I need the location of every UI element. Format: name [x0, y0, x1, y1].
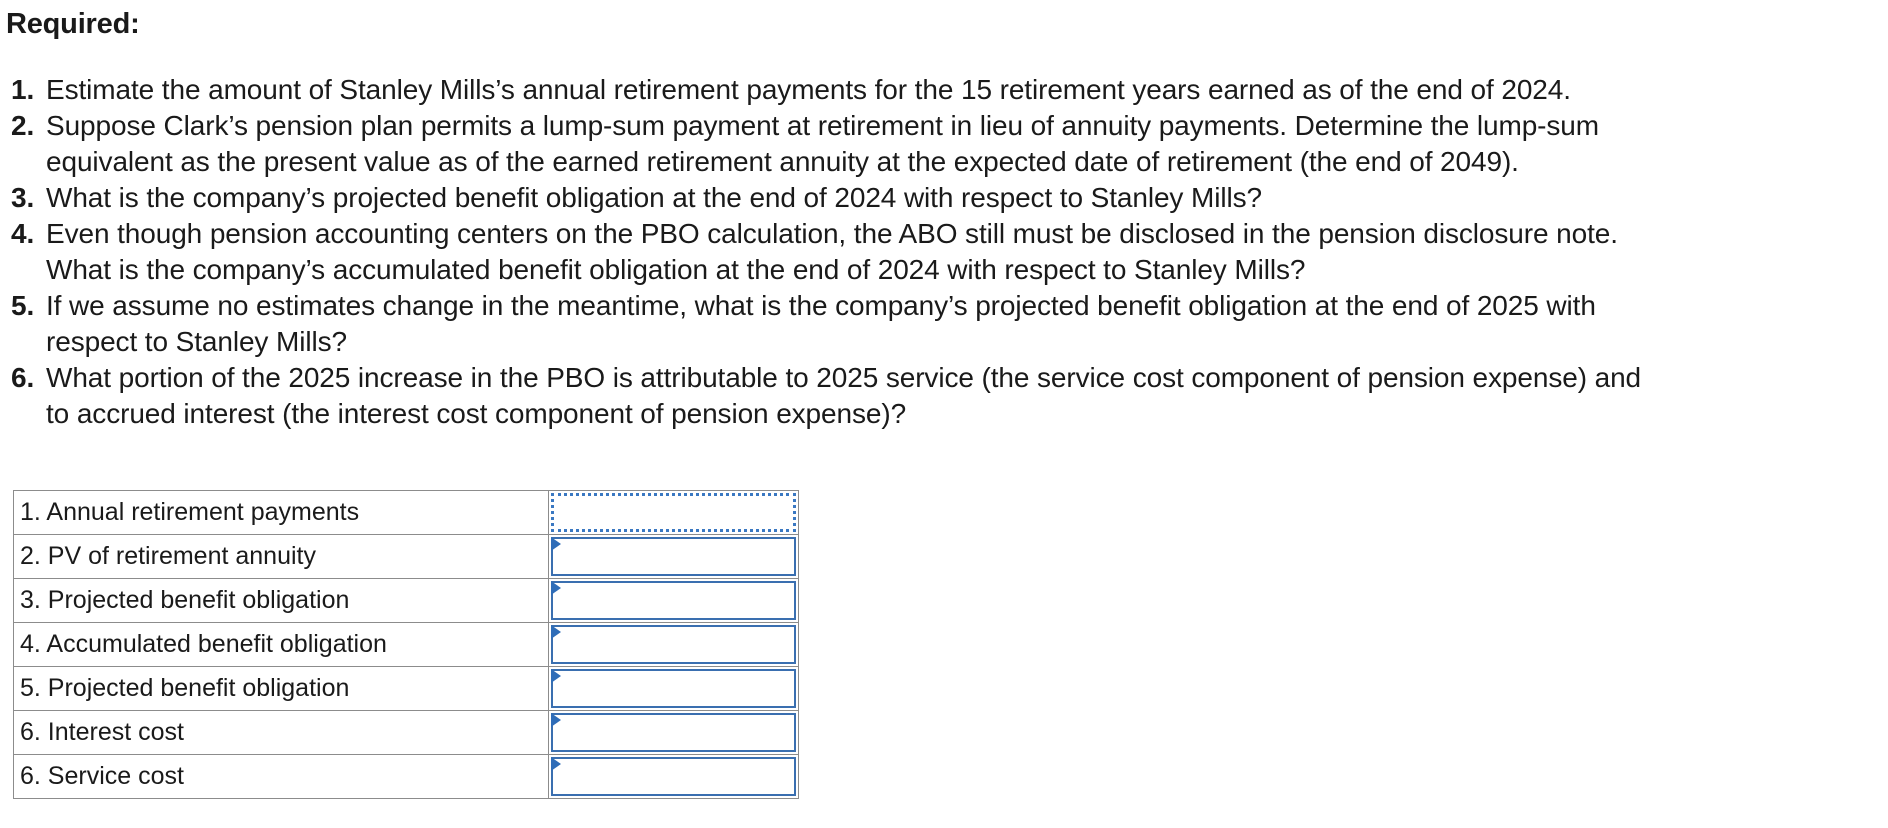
annual-retirement-payments-input[interactable] — [551, 493, 796, 532]
question-text-line: to accrued interest (the interest cost component of pension expense)? — [46, 398, 907, 429]
question-item — [0, 288, 1888, 360]
question-number: 1. — [11, 74, 35, 105]
interest-cost-input[interactable] — [551, 713, 796, 752]
question-text-line: equivalent as the present value as of the earned retirement annuity at the expected date of retirement (the end of 2049). — [46, 146, 1519, 177]
row-label-pv-of-retirement-annuity: 2. PV of retirement annuity — [14, 535, 549, 579]
required-heading: Required: — [6, 8, 140, 40]
answer-cell — [549, 711, 799, 755]
question-number: 5. — [11, 290, 35, 321]
question-text-line: Estimate the amount of Stanley Mills’s annual retirement payments for the 15 retirement years earned as of the end of 2024. — [46, 74, 1571, 105]
table-row — [14, 711, 799, 755]
row-label-annual-retirement-payments: 1. Annual retirement payments — [14, 491, 549, 535]
row-label-projected-benefit-obligation-2025: 5. Projected benefit obligation — [14, 667, 549, 711]
question-text-line: What is the company’s accumulated benefit obligation at the end of 2024 with respect to Stanley Mills? — [46, 254, 1306, 285]
question-number: 2. — [11, 110, 35, 141]
question-number: 3. — [11, 182, 35, 213]
accumulated-benefit-obligation-input[interactable] — [551, 625, 796, 664]
question-text-line: Suppose Clark’s pension plan permits a lump-sum payment at retirement in lieu of annuity payments. Determine the lump-sum — [46, 110, 1600, 141]
row-label-projected-benefit-obligation-2024: 3. Projected benefit obligation — [14, 579, 549, 623]
question-text-line: respect to Stanley Mills? — [46, 326, 347, 357]
table-row — [14, 579, 799, 623]
projected-benefit-obligation-2024-input[interactable] — [551, 581, 796, 620]
answer-cell — [549, 491, 799, 535]
projected-benefit-obligation-2025-input[interactable] — [551, 669, 796, 708]
question-list — [0, 72, 1888, 432]
answer-cell — [549, 535, 799, 579]
answer-cell — [549, 623, 799, 667]
question-item — [0, 216, 1888, 288]
question-number: 6. — [11, 362, 35, 393]
question-item — [0, 360, 1888, 432]
table-row — [14, 535, 799, 579]
row-label-service-cost: 6. Service cost — [14, 755, 549, 799]
row-label-interest-cost: 6. Interest cost — [14, 711, 549, 755]
table-row — [14, 755, 799, 799]
question-item — [0, 108, 1888, 180]
row-label-accumulated-benefit-obligation: 4. Accumulated benefit obligation — [14, 623, 549, 667]
table-row — [14, 623, 799, 667]
question-text-line: If we assume no estimates change in the meantime, what is the company’s projected benefit obligation at the end of 2025 with — [46, 290, 1596, 321]
answer-cell — [549, 667, 799, 711]
table-row — [14, 667, 799, 711]
service-cost-input[interactable] — [551, 757, 796, 796]
question-item — [0, 180, 1888, 216]
question-text-line: Even though pension accounting centers on the PBO calculation, the ABO still must be disclosed in the pension disclosure note. — [46, 218, 1618, 249]
question-text-line: What portion of the 2025 increase in the PBO is attributable to 2025 service (the service cost component of pension expense) and — [46, 362, 1642, 393]
question-text-line: What is the company’s projected benefit obligation at the end of 2024 with respect to Stanley Mills? — [46, 182, 1262, 213]
answer-cell — [549, 579, 799, 623]
pv-of-retirement-annuity-input[interactable] — [551, 537, 796, 576]
question-item — [0, 72, 1888, 108]
table-row — [14, 491, 799, 535]
question-number: 4. — [11, 218, 35, 249]
answer-table — [13, 490, 799, 799]
answer-cell — [549, 755, 799, 799]
